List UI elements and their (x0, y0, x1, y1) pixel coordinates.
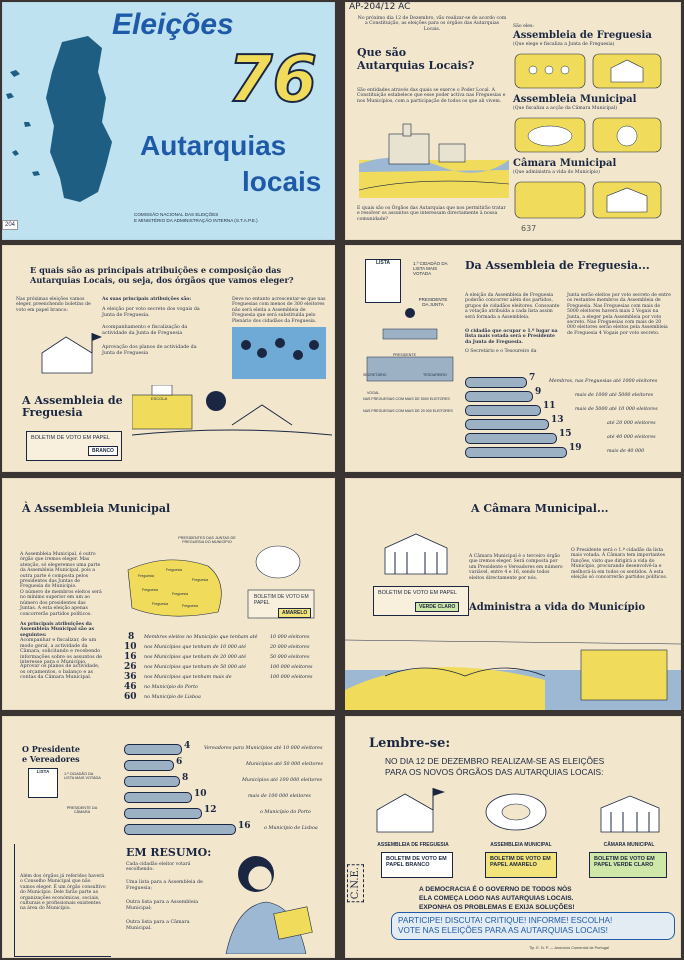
row-number-1: 7 (529, 373, 536, 383)
section-title: A Assembleia de Freguesia (22, 394, 123, 419)
village-illustration (359, 120, 509, 198)
bar-row-4 (465, 419, 549, 430)
ballot-color-tag: AMARELO (278, 608, 311, 618)
parish-1: Freguesia (138, 574, 154, 578)
cover-subtitle-2: locais (242, 166, 322, 197)
summary-intro: Cada cidadão eleitor votará escolhendo: (126, 862, 191, 873)
parish-4: Freguesia (142, 588, 158, 592)
ballot-label: BOLETIM DE VOTO EM PAPEL (31, 435, 110, 441)
row-label-3: nos Municípios que tenham de 20 000 até (144, 655, 247, 660)
democracy-2: ELA COMEÇA LOGO NAS AUTARQUIAS LOCAIS. (419, 895, 574, 902)
city-hall-illustration (513, 180, 663, 220)
row-number-1: 4 (184, 741, 191, 751)
diagram-secretary: SECRETÁRIO (363, 373, 387, 377)
organ-name-2: ASSEMBLEIA MUNICIPAL (490, 842, 552, 848)
col2-item-3: Aprovação dos planos de actividade da Junta de Freguesia (102, 345, 197, 356)
archive-number: 637 (521, 224, 537, 233)
text-1: A eleição da Assembleia de Freguesia poderão concorrer além dos partidos, grupos de cidadãos eleitores. Consoante a votação atribuída a cada lista assim será formada a Assembleia. (465, 293, 560, 320)
row-number-5: 12 (204, 805, 217, 815)
section-heading: Lembre-se: (369, 736, 451, 751)
bar-row-5 (124, 808, 202, 819)
bar-row-6 (124, 824, 236, 835)
col2-title: As suas principais atribuições são: (102, 297, 192, 302)
page-municipal-assembly (2, 478, 335, 710)
row-label-6: mais de 40 000 (607, 449, 645, 454)
diagram-note-b: NAS FREGUESIAS COM MAIS DE 20 000 ELEITORES (363, 409, 453, 413)
section-heading: Que são Autarquias Locais? (357, 46, 475, 72)
house-icon (36, 327, 106, 377)
parish-7: Freguesia (182, 604, 198, 608)
col2-item-1: A eleição por voto secreto dos vogais da Junta de Freguesia. (102, 307, 200, 318)
first-citizen-label: 1.º CIDADÃO DA LISTA MAIS VOTADA (64, 772, 101, 780)
row-label-7: no Município de Lisboa (144, 695, 201, 700)
city-hall-icon (597, 792, 663, 834)
diagram-note-a: NAS FREGUESIAS COM MAIS DE 5000 ELEITORES (363, 397, 450, 401)
list-card (365, 259, 401, 303)
list-label: LISTA (375, 260, 391, 266)
row-number-7: 60 (124, 692, 137, 702)
col3-text: Deve no entanto acrescentar-se que nas Freguesias com menos de 300 eleitores não será eleita a Assembleia de Freguesia que será substituída pelo Plenário dos cidadãos da Freguesia. (232, 297, 326, 324)
page-stamp: 204 (2, 220, 18, 230)
row-number-6: 46 (124, 682, 137, 692)
section-heading: O Presidente e Vereadores (22, 744, 80, 764)
first-citizen-label: 1.º CIDADÃO DA LISTA MAIS VOTADA (413, 261, 448, 276)
bar-row-2 (465, 391, 533, 402)
headline-2: PARA OS NOVOS ÓRGÃOS DAS AUTARQUIAS LOCAIS: (385, 767, 604, 777)
city-hall-icon (381, 530, 451, 576)
bar-row-6 (465, 447, 567, 458)
row-label-5: o Município do Porto (260, 810, 311, 815)
parish-assembly-illustration (513, 52, 663, 90)
organ-name-1: Assembleia de Freguesia (513, 30, 652, 41)
cover-title: Eleições (112, 8, 234, 41)
page-attributions (2, 245, 335, 472)
row-label-5: até 40 000 eleitores (607, 435, 656, 440)
row-number-5: 15 (559, 429, 572, 439)
bar-row-3 (124, 776, 180, 787)
text-2: O Presidente será o 1.º cidadão da lista mais votada. À Câmara tem importantes funções, visto que dirigirá a vida do Município, procurando desenvolvê-la e melhorá-la em todos os sentidos. A esta eleição só concorrerão partidos políticos. (571, 548, 668, 581)
section-heading: À Assembleia Municipal (22, 502, 171, 515)
democracy-1: A DEMOCRACIA É O GOVERNO DE TODOS NÓS (419, 886, 572, 893)
bar-row-4 (124, 792, 192, 803)
summary-item-3: Outra lista para a Câmara Municipal. (126, 920, 190, 931)
municipal-assembly-illustration (513, 116, 663, 154)
list-label: LISTA (36, 769, 50, 774)
bridge-landscape-illustration (345, 620, 681, 710)
row-label-3: mais de 5000 até 10 000 eleitores (575, 407, 658, 412)
section-heading: Da Assembleia de Freguesia... (465, 259, 650, 272)
president-junta-label: PRESIDENTE DA JUNTA (418, 297, 448, 307)
diagram-treasurer: TESOUREIRO (423, 373, 447, 377)
row-number-3: 8 (182, 773, 189, 783)
text-3: O Secretário e o Tesoureiro da (465, 349, 537, 354)
archive-ref: AP-204/12 AC (349, 2, 411, 12)
parish-house-icon (371, 780, 451, 834)
col1-text: Nas próximas eleições vamos eleger, preenchendo boletins de voto em papel branco: (16, 297, 91, 313)
cne-stamp: C.N.E. (347, 864, 364, 902)
printer-credit: Tip. E. N. P. — Anúncios Comercial de Portugal (529, 946, 609, 950)
cta-line-1: PARTICIPE! DISCUTA! CRITIQUE! INFORME! ESCOLHA! (398, 916, 613, 925)
call-to-action-box (391, 912, 675, 940)
assembly-crowd-illustration (232, 327, 326, 379)
summary-item-2: Outra lista para a Assembleia Municipal; (126, 900, 199, 911)
row-label-1: Membros, nas Freguesias até 1000 eleitores (549, 379, 658, 384)
cover-page (2, 2, 335, 240)
organs-label: São eles: (513, 24, 534, 29)
row-number-3: 16 (124, 652, 137, 662)
attr-item-1: Acompanhar e fiscalizar, de um modo geral, a actividade da Câmara, solicitando e recebendo informações sobre os assuntos de interesse para o Município. (20, 638, 103, 666)
cover-footer-1: COMISSÃO NACIONAL DAS ELEIÇÕES (134, 212, 219, 217)
organ-name-1: ASSEMBLEIA DE FREGUESIA (377, 842, 449, 848)
ballot-color-tag: VERDE CLARO (415, 602, 459, 612)
organ-desc-1: (Que elege e fiscaliza a Junta de Freguesia) (513, 42, 615, 47)
attr-item-2: Aprovar os planos de actividade, os orçamentos, o balanço e as contas da Câmara Municipal. (20, 664, 100, 681)
row-label-4: nos Municípios que tenham de 50 000 até (144, 665, 247, 670)
row-number-4: 10 (194, 789, 207, 799)
text-1: A Assembleia Municipal, é outro órgão que iremos eleger. Mas atenção, só elegeremos uma parte da Assembleia Municipal, pois a outra parte é composta pelos presidentes das Juntas de Freguesia do Município. (20, 552, 101, 590)
row-max-4: 100 000 eleitores (270, 665, 313, 670)
row-label-6: no Município do Porto (144, 685, 198, 690)
cover-year: 76 (228, 43, 318, 117)
parish-5: Freguesia (172, 592, 188, 596)
school-sign: ESCOLA (151, 396, 168, 401)
parish-6: Freguesia (152, 602, 168, 606)
row-max-1: 10 000 eleitores (270, 635, 310, 640)
row-number-2: 6 (176, 757, 183, 767)
presidents-label: PRESIDENTES DAS JUNTAS DE FREGUESIA DO MUNICÍPIO (178, 536, 236, 544)
row-number-4: 26 (124, 662, 137, 672)
summary-title: EM RESUMO: (126, 846, 212, 859)
col2-item-2: Acompanhamento e fiscalização da actividade da Junta de Freguesia (102, 325, 188, 336)
parish-3: Freguesia (192, 578, 208, 582)
text-1: A Câmara Municipal é o terceiro órgão que iremos eleger. Será composta por um Presidente e Vereadores em número variável, entre 4 e 16, sendo todos eleitos directamente por nós. (469, 554, 563, 581)
organ-name-2: Assembleia Municipal (513, 94, 637, 105)
organ-name-3: Câmara Municipal (513, 158, 617, 169)
row-number-5: 36 (124, 672, 137, 682)
bar-row-1 (124, 744, 182, 755)
body-text: São entidades através das quais se exerce o Poder Local. A Constituição estabelece que esse poder activa nas Freguesias e nos Municípios, com a participação de todos os que ali vivem. (357, 88, 506, 104)
president-camara-label: PRESIDENTE DA CÂMARA (66, 806, 98, 814)
text-4: Junta serão eleitos por voto secreto de entre os restantes membros da Assembleia de Freguesia. Nas Freguesias com mais de 5000 eleitores haverá mais 2 Vogais na Junta, a eleger pela Assembleia por voto secreto. Nas Freguesias com mais de 20 000 eleitores serão eleitos pela Assembleia de Freguesia 4 Vogais por voto secreto. (567, 293, 671, 336)
bar-row-1 (465, 377, 527, 388)
ballot-green: BOLETIM DE VOTO EM PAPEL VERDE CLARO (589, 852, 667, 878)
parish-2: Freguesia (166, 568, 182, 572)
row-label-3: Municípios até 100 000 eleitores (242, 778, 322, 783)
cover-footer-2: E MINISTÉRIO DA ADMINISTRAÇÃO INTERNA (S.T.A.P.E.) (134, 218, 258, 223)
row-number-2: 9 (535, 387, 542, 397)
attr-title: As principais atribuições da Assembleia Municipal são as seguintes: (20, 622, 95, 638)
ballot-label: BOLETIM DE VOTO EM PAPEL (254, 594, 309, 606)
ballot-yellow: BOLETIM DE VOTO EM PAPEL AMARELO (485, 852, 557, 878)
intro-text: No próximo dia 12 de Dezembro, vão realizar-se de acordo com a Constituição, as eleições para os órgãos das Autarquias Locais. (357, 16, 507, 32)
row-label-2: mais de 1000 até 5000 eleitores (575, 393, 654, 398)
cta-line-2: VOTE NAS ELEIÇÕES PARA AS AUTARQUIAS LOCAIS! (398, 926, 608, 935)
row-label-2: Municípios até 50 000 eleitores (246, 762, 323, 767)
organ-name-3: CÂMARA MUNICIPAL (603, 842, 655, 848)
section-heading: A Câmara Municipal... (471, 502, 609, 515)
row-number-2: 10 (124, 642, 137, 652)
row-label-1: Vereadores para Municípios até 10 000 eleitores (204, 746, 323, 751)
row-number-6: 19 (569, 443, 582, 453)
row-max-5: 100 000 eleitores (270, 675, 313, 680)
assembly-table-icon (481, 786, 551, 834)
row-label-6: o Município de Lisboa (264, 826, 318, 831)
row-label-1: Membros eleitos no Município que tenham até (144, 635, 258, 640)
ballot-white: BOLETIM DE VOTO EM PAPEL BRANCO (381, 852, 453, 878)
summary-item-1: Uma lista para a Assembleia de Freguesia; (126, 880, 203, 891)
bar-row-3 (465, 405, 541, 416)
ballot-label: BOLETIM DE VOTO EM PAPEL (378, 590, 457, 596)
organ-desc-2: (Que fiscaliza a acção da Câmara Municipal) (513, 106, 617, 111)
ballot-color-tag: BRANCO (88, 446, 118, 456)
organ-desc-3: (Que administra a vida do Município) (513, 170, 600, 175)
row-max-2: 20 000 eleitores (270, 645, 310, 650)
page-president-councillors (2, 716, 335, 958)
bar-row-2 (124, 760, 174, 771)
diagram-vogal: VOGAL (367, 391, 380, 395)
text-2: O cidadão que ocupar o 1.º lugar na lista mais votada será o Presidente da Junta de Freguesia. (465, 329, 558, 345)
closing-text: E quais são os Órgãos das Autarquias que nos permitirão tratar e resolver os assuntos que interessam directamente à nossa comunidade? (357, 206, 506, 222)
row-label-2: nos Municípios que tenham de 10 000 até (144, 645, 247, 650)
row-max-3: 50 000 eleitores (270, 655, 310, 660)
bar-row-5 (465, 433, 557, 444)
row-number-1: 8 (128, 632, 135, 642)
woman-reading-illustration (216, 846, 326, 954)
headline-1: NO DIA 12 DE DEZEMBRO REALIZAM-SE AS ELEIÇÕES (385, 756, 605, 766)
democracy-3: EXPONHA OS PROBLEMAS E EXIJA SOLUÇÕES! (419, 904, 575, 911)
page-what-are-local-authorities (345, 2, 681, 240)
page-parish-assembly (345, 245, 681, 472)
cover-subtitle-1: Autarquias (140, 130, 287, 161)
row-label-5: nos Municípios que tenham mais de (144, 675, 232, 680)
row-label-4: mais de 100 000 eleitores (248, 794, 311, 799)
row-number-6: 16 (238, 821, 251, 831)
row-number-4: 13 (551, 415, 564, 425)
text-2: O número de membros eleitos será no mínimo superior em um ao número dos presidentes das Juntas. A esta eleição apenas concorrerão partidos políticos. (20, 590, 102, 617)
row-number-3: 11 (543, 401, 556, 411)
list-card (28, 768, 58, 798)
row-label-4: até 20 000 eleitores (607, 421, 656, 426)
diagram-president: PRESIDENTE (393, 353, 416, 357)
page-city-council (345, 478, 681, 710)
school-playground-illustration (132, 385, 332, 445)
section-heading: E quais são as principais atribuições e composição das Autarquias Locais, ou seja, dos órgãos que vamos eleger? (30, 265, 294, 285)
side-text: Além dos órgãos já referidos haverá o Conselho Municipal que não vamos eleger. É um órgão consultivo do Município. Dele farão parte as organizações económicas, sociais, culturais e profissionais existentes na área do Município. (20, 874, 106, 912)
page-remember (345, 716, 681, 958)
section-title: Administra a vida do Município (469, 602, 646, 613)
